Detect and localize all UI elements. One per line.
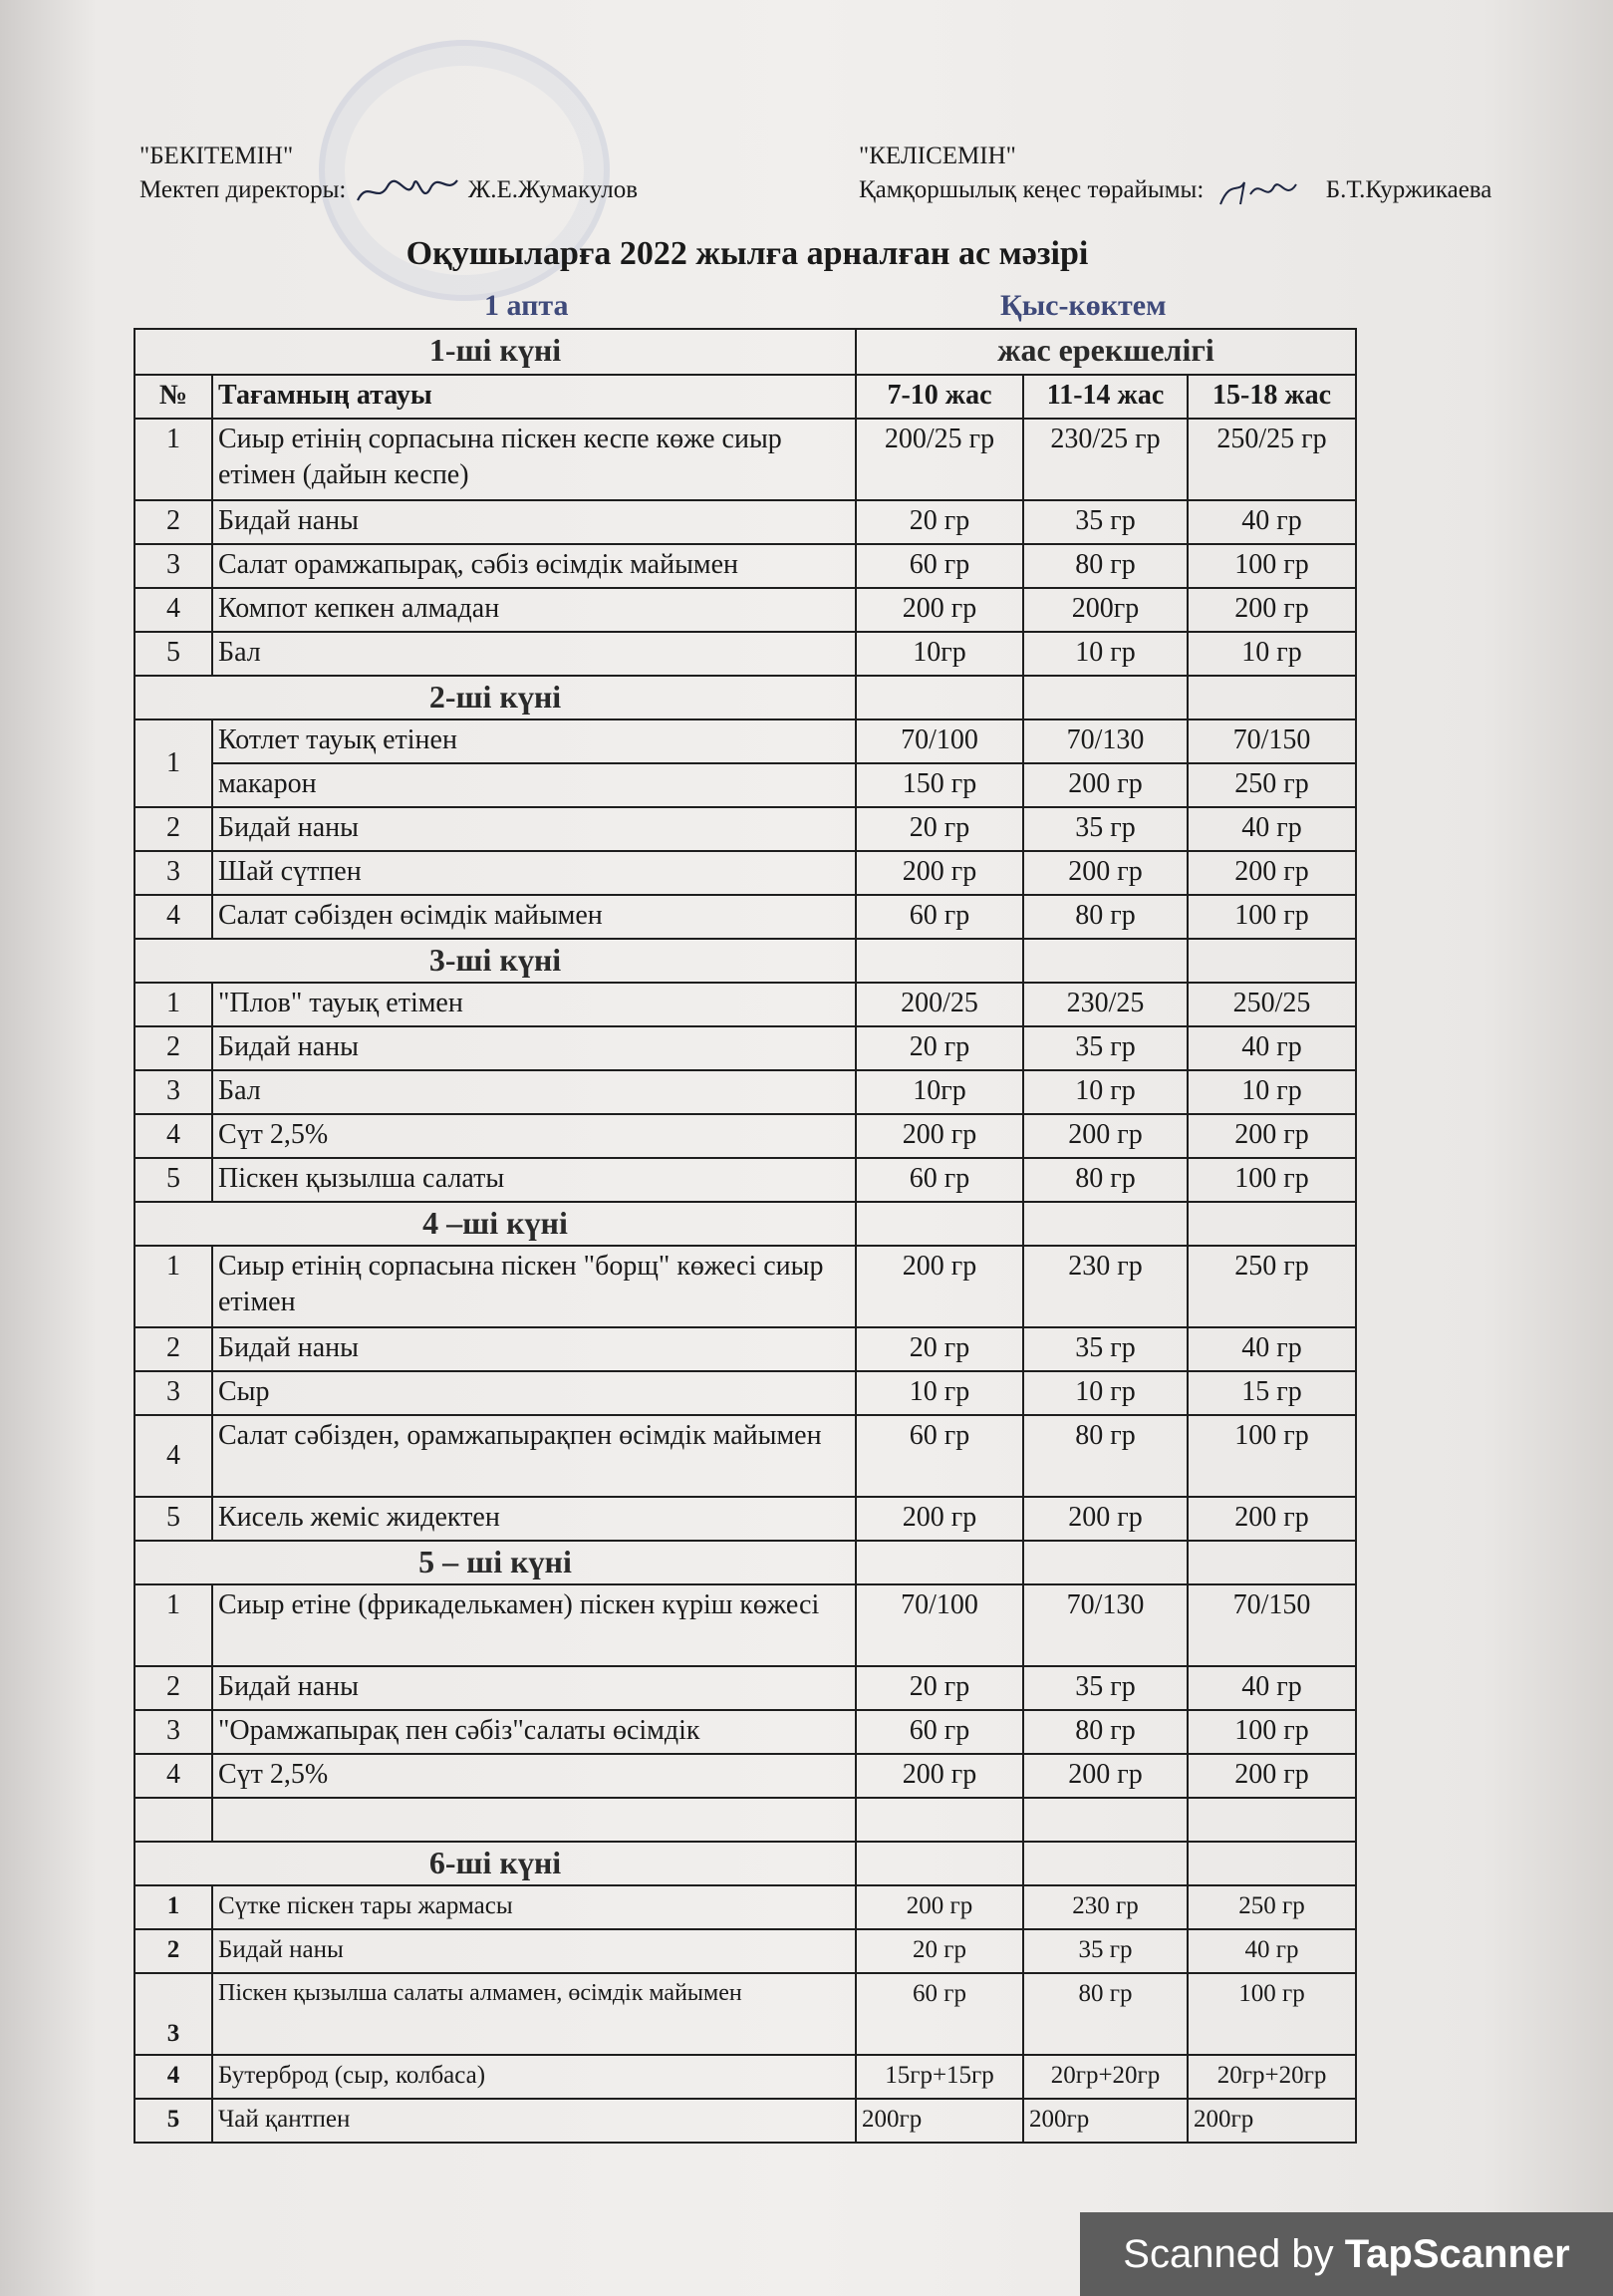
portion-15-18: 40 гр [1188, 1666, 1356, 1710]
portion-11-14: 230 гр [1023, 1885, 1188, 1929]
row-number: 4 [134, 1754, 212, 1798]
dish-name: Бидай наны [212, 1026, 856, 1070]
day3-title: 3-ші күні [134, 939, 856, 983]
row-number: 4 [134, 1415, 212, 1497]
portion-15-18: 200 гр [1188, 588, 1356, 632]
dish-name: Бутерброд (сыр, колбаса) [212, 2055, 856, 2099]
row-number: 5 [134, 2099, 212, 2143]
dish-name: Бал [212, 1070, 856, 1114]
portion-15-18: 100 гр [1188, 1710, 1356, 1754]
column-header-row [134, 375, 1356, 419]
portion-11-14: 20гр+20гр [1023, 2055, 1188, 2099]
portion-15-18: 70/150 [1188, 1584, 1356, 1666]
row-number: 2 [134, 500, 212, 544]
portion-7-10: 15гр+15гр [856, 2055, 1023, 2099]
day-header-row [134, 676, 1356, 719]
portion-15-18: 70/150 [1188, 719, 1356, 763]
row-number: 3 [134, 1070, 212, 1114]
table-row [134, 1710, 1356, 1754]
portion-7-10: 70/100 [856, 1584, 1023, 1666]
portion-7-10: 200гр [856, 2099, 1023, 2143]
dish-name: Чай қантпен [212, 2099, 856, 2143]
table-row [134, 1371, 1356, 1415]
row-number: 3 [134, 1371, 212, 1415]
portion-11-14: 10 гр [1023, 632, 1188, 676]
approval-name: Ж.Е.Жумакулов [467, 176, 639, 203]
portion-11-14: 230/25 гр [1023, 419, 1188, 500]
portion-7-10: 200 гр [856, 1114, 1023, 1158]
row-number: 1 [134, 1246, 212, 1327]
table-row [134, 1246, 1356, 1327]
watermark-prefix: Scanned by [1123, 2232, 1345, 2276]
portion-11-14: 10 гр [1023, 1371, 1188, 1415]
portion-11-14: 35 гр [1023, 1929, 1188, 1973]
approval-line [139, 173, 638, 208]
portion-15-18: 200 гр [1188, 1114, 1356, 1158]
portion-11-14: 35 гр [1023, 1666, 1188, 1710]
week-label: 1 апта [484, 289, 569, 322]
table-row [134, 1666, 1356, 1710]
portion-15-18: 100 гр [1188, 1415, 1356, 1497]
portion-7-10: 60 гр [856, 1158, 1023, 1202]
portion-15-18: 250 гр [1188, 1246, 1356, 1327]
portion-7-10: 20 гр [856, 1666, 1023, 1710]
age-header: жас ерекшелігі [856, 329, 1356, 375]
table-row [134, 719, 1356, 763]
day2-title: 2-ші күні [134, 676, 856, 719]
scanner-watermark [1080, 2212, 1613, 2296]
portion-7-10: 60 гр [856, 895, 1023, 939]
portion-7-10: 20 гр [856, 1327, 1023, 1371]
dish-name: Бидай наны [212, 807, 856, 851]
table-row [134, 1584, 1356, 1666]
portion-15-18: 10 гр [1188, 1070, 1356, 1114]
portion-7-10: 70/100 [856, 719, 1023, 763]
portion-15-18: 40 гр [1188, 1327, 1356, 1371]
portion-7-10: 10гр [856, 632, 1023, 676]
day6-title: 6-ші күні [134, 1842, 856, 1885]
portion-11-14: 230/25 [1023, 983, 1188, 1026]
dish-name: Бидай наны [212, 1666, 856, 1710]
portion-11-14: 70/130 [1023, 719, 1188, 763]
portion-15-18: 40 гр [1188, 500, 1356, 544]
row-number: 3 [134, 544, 212, 588]
portion-15-18: 250/25 [1188, 983, 1356, 1026]
portion-11-14: 10 гр [1023, 1070, 1188, 1114]
portion-15-18: 15 гр [1188, 1371, 1356, 1415]
day1-header-row [134, 329, 1356, 375]
portion-11-14: 200гр [1023, 2099, 1188, 2143]
portion-11-14: 80 гр [1023, 1710, 1188, 1754]
table-row [134, 1885, 1356, 1929]
dish-name: Салат сәбізден, орамжапырақпен өсімдік майымен [212, 1415, 856, 1497]
portion-7-10: 20 гр [856, 1026, 1023, 1070]
table-row [134, 851, 1356, 895]
dish-name: Шай сүтпен [212, 851, 856, 895]
empty-row [134, 1798, 1356, 1842]
portion-15-18: 40 гр [1188, 1026, 1356, 1070]
portion-11-14: 200 гр [1023, 851, 1188, 895]
portion-11-14: 80 гр [1023, 544, 1188, 588]
dish-name: Сыр [212, 1371, 856, 1415]
table-row [134, 1070, 1356, 1114]
portion-7-10: 200 гр [856, 1497, 1023, 1541]
table-row [134, 632, 1356, 676]
portion-11-14: 35 гр [1023, 1026, 1188, 1070]
table-row [134, 544, 1356, 588]
row-number: 2 [134, 807, 212, 851]
dish-name: Піскен қызылша салаты [212, 1158, 856, 1202]
portion-15-18: 200 гр [1188, 851, 1356, 895]
season-label: Қыс-көктем [1000, 289, 1167, 322]
dish-name: Сиыр етіне (фрикаделькамен) піскен күріш көжесі [212, 1584, 856, 1666]
portion-7-10: 60 гр [856, 1415, 1023, 1497]
portion-11-14: 200 гр [1023, 1114, 1188, 1158]
row-number: 5 [134, 1158, 212, 1202]
portion-11-14: 70/130 [1023, 1584, 1188, 1666]
day1-title: 1-ші күні [134, 329, 856, 375]
table-row [134, 1929, 1356, 1973]
table-row [134, 2055, 1356, 2099]
director-signature-icon [353, 174, 462, 208]
row-number: 1 [134, 1885, 212, 1929]
table-row [134, 763, 1356, 807]
portion-11-14: 80 гр [1023, 1158, 1188, 1202]
portion-11-14: 35 гр [1023, 1327, 1188, 1371]
watermark-brand: TapScanner [1344, 2232, 1570, 2276]
portion-15-18: 40 гр [1188, 807, 1356, 851]
portion-15-18: 200 гр [1188, 1754, 1356, 1798]
portion-11-14: 80 гр [1023, 895, 1188, 939]
row-number: 1 [134, 1584, 212, 1666]
portion-7-10: 200 гр [856, 1754, 1023, 1798]
portion-11-14: 200 гр [1023, 763, 1188, 807]
portion-15-18: 250 гр [1188, 763, 1356, 807]
table-row [134, 1754, 1356, 1798]
portion-11-14: 230 гр [1023, 1246, 1188, 1327]
agreement-line [859, 173, 1491, 208]
row-number: 2 [134, 1026, 212, 1070]
portion-7-10: 200 гр [856, 851, 1023, 895]
dish-name: Котлет тауық етінен [212, 719, 856, 763]
row-number: 5 [134, 632, 212, 676]
portion-7-10: 200 гр [856, 588, 1023, 632]
table-row [134, 1327, 1356, 1371]
day-header-row [134, 1541, 1356, 1584]
table-row [134, 1415, 1356, 1497]
menu-table [134, 328, 1357, 2144]
portion-7-10: 20 гр [856, 1929, 1023, 1973]
dish-name: Салат орамжапырақ, сәбіз өсімдік майымен [212, 544, 856, 588]
portion-7-10: 20 гр [856, 807, 1023, 851]
portion-7-10: 200 гр [856, 1885, 1023, 1929]
portion-7-10: 10гр [856, 1070, 1023, 1114]
row-number: 4 [134, 588, 212, 632]
portion-15-18: 40 гр [1188, 1929, 1356, 1973]
table-row [134, 1973, 1356, 2055]
row-number: 1 [134, 983, 212, 1026]
portion-7-10: 200/25 гр [856, 419, 1023, 500]
portion-15-18: 100 гр [1188, 1973, 1356, 2055]
dish-name: макарон [212, 763, 856, 807]
table-row [134, 419, 1356, 500]
portion-11-14: 200 гр [1023, 1497, 1188, 1541]
dish-name: Бидай наны [212, 1327, 856, 1371]
row-number: 2 [134, 1666, 212, 1710]
portion-15-18: 10 гр [1188, 632, 1356, 676]
row-number: 3 [134, 1710, 212, 1754]
portion-15-18: 100 гр [1188, 544, 1356, 588]
table-row [134, 1158, 1356, 1202]
row-number: 5 [134, 1497, 212, 1541]
portion-7-10: 10 гр [856, 1371, 1023, 1415]
portion-7-10: 60 гр [856, 1710, 1023, 1754]
col-age-15-18-header: 15-18 жас [1188, 375, 1356, 419]
portion-11-14: 35 гр [1023, 500, 1188, 544]
portion-15-18: 20гр+20гр [1188, 2055, 1356, 2099]
table-row [134, 1026, 1356, 1070]
dish-name: Бидай наны [212, 1929, 856, 1973]
portion-15-18: 250 гр [1188, 1885, 1356, 1929]
table-row [134, 2099, 1356, 2143]
row-number: 2 [134, 1929, 212, 1973]
dish-name: Піскен қызылша салаты алмамен, өсімдік майымен [212, 1973, 856, 2055]
day5-title: 5 – ші күні [134, 1541, 856, 1584]
portion-7-10: 20 гр [856, 500, 1023, 544]
agreement-role: Қамқоршылық кеңес төрайымы: [859, 176, 1205, 203]
table-row [134, 500, 1356, 544]
portion-7-10: 200/25 [856, 983, 1023, 1026]
row-number: 4 [134, 895, 212, 939]
row-number: 1 [134, 419, 212, 500]
dish-name: Кисель жеміс жидектен [212, 1497, 856, 1541]
dish-name: Бал [212, 632, 856, 676]
dish-name: "Орамжапырақ пен сәбіз"салаты өсімдік [212, 1710, 856, 1754]
row-number: 3 [134, 1973, 212, 2055]
col-name-header: Тағамның атауы [212, 375, 856, 419]
portion-7-10: 200 гр [856, 1246, 1023, 1327]
approval-title: "БЕКІТЕМІН" [139, 143, 294, 169]
day-header-row [134, 939, 1356, 983]
row-number: 3 [134, 851, 212, 895]
day-header-row [134, 1202, 1356, 1246]
dish-name: Сүт 2,5% [212, 1754, 856, 1798]
agreement-title: "КЕЛІСЕМІН" [859, 143, 1016, 169]
portion-7-10: 150 гр [856, 763, 1023, 807]
portion-11-14: 200гр [1023, 588, 1188, 632]
dish-name: Сиыр етінің сорпасына піскен кеспе көже сиыр етімен (дайын кеспе) [212, 419, 856, 500]
table-row [134, 807, 1356, 851]
portion-11-14: 35 гр [1023, 807, 1188, 851]
approval-block [139, 140, 638, 208]
table-row [134, 895, 1356, 939]
day-header-row [134, 1842, 1356, 1885]
row-number: 2 [134, 1327, 212, 1371]
portion-7-10: 60 гр [856, 544, 1023, 588]
table-row [134, 588, 1356, 632]
portion-15-18: 250/25 гр [1188, 419, 1356, 500]
dish-name: Сүт 2,5% [212, 1114, 856, 1158]
agreement-name: Б.Т.Куржикаева [1325, 176, 1492, 203]
chair-signature-icon [1210, 174, 1320, 208]
dish-name: Компот кепкен алмадан [212, 588, 856, 632]
col-age-7-10-header: 7-10 жас [856, 375, 1023, 419]
portion-7-10: 60 гр [856, 1973, 1023, 2055]
day4-title: 4 –ші күні [134, 1202, 856, 1246]
col-age-11-14-header: 11-14 жас [1023, 375, 1188, 419]
dish-name: Сүтке піскен тары жармасы [212, 1885, 856, 1929]
agreement-block [859, 140, 1491, 208]
portion-15-18: 100 гр [1188, 895, 1356, 939]
dish-name: "Плов" тауық етімен [212, 983, 856, 1026]
dish-name: Салат сәбізден өсімдік майымен [212, 895, 856, 939]
col-no-header: № [134, 375, 212, 419]
row-number: 1 [134, 719, 212, 807]
table-row [134, 1497, 1356, 1541]
dish-name: Сиыр етінің сорпасына піскен "борщ" көжесі сиыр етімен [212, 1246, 856, 1327]
portion-15-18: 200гр [1188, 2099, 1356, 2143]
portion-15-18: 200 гр [1188, 1497, 1356, 1541]
portion-11-14: 80 гр [1023, 1973, 1188, 2055]
approval-role: Мектеп директоры: [139, 176, 347, 203]
portion-11-14: 200 гр [1023, 1754, 1188, 1798]
table-row [134, 983, 1356, 1026]
table-row [134, 1114, 1356, 1158]
dish-name: Бидай наны [212, 500, 856, 544]
row-number: 4 [134, 2055, 212, 2099]
row-number: 4 [134, 1114, 212, 1158]
portion-11-14: 80 гр [1023, 1415, 1188, 1497]
portion-15-18: 100 гр [1188, 1158, 1356, 1202]
document-title: Оқушыларға 2022 жылға арналған ас мәзірі [405, 235, 1089, 272]
